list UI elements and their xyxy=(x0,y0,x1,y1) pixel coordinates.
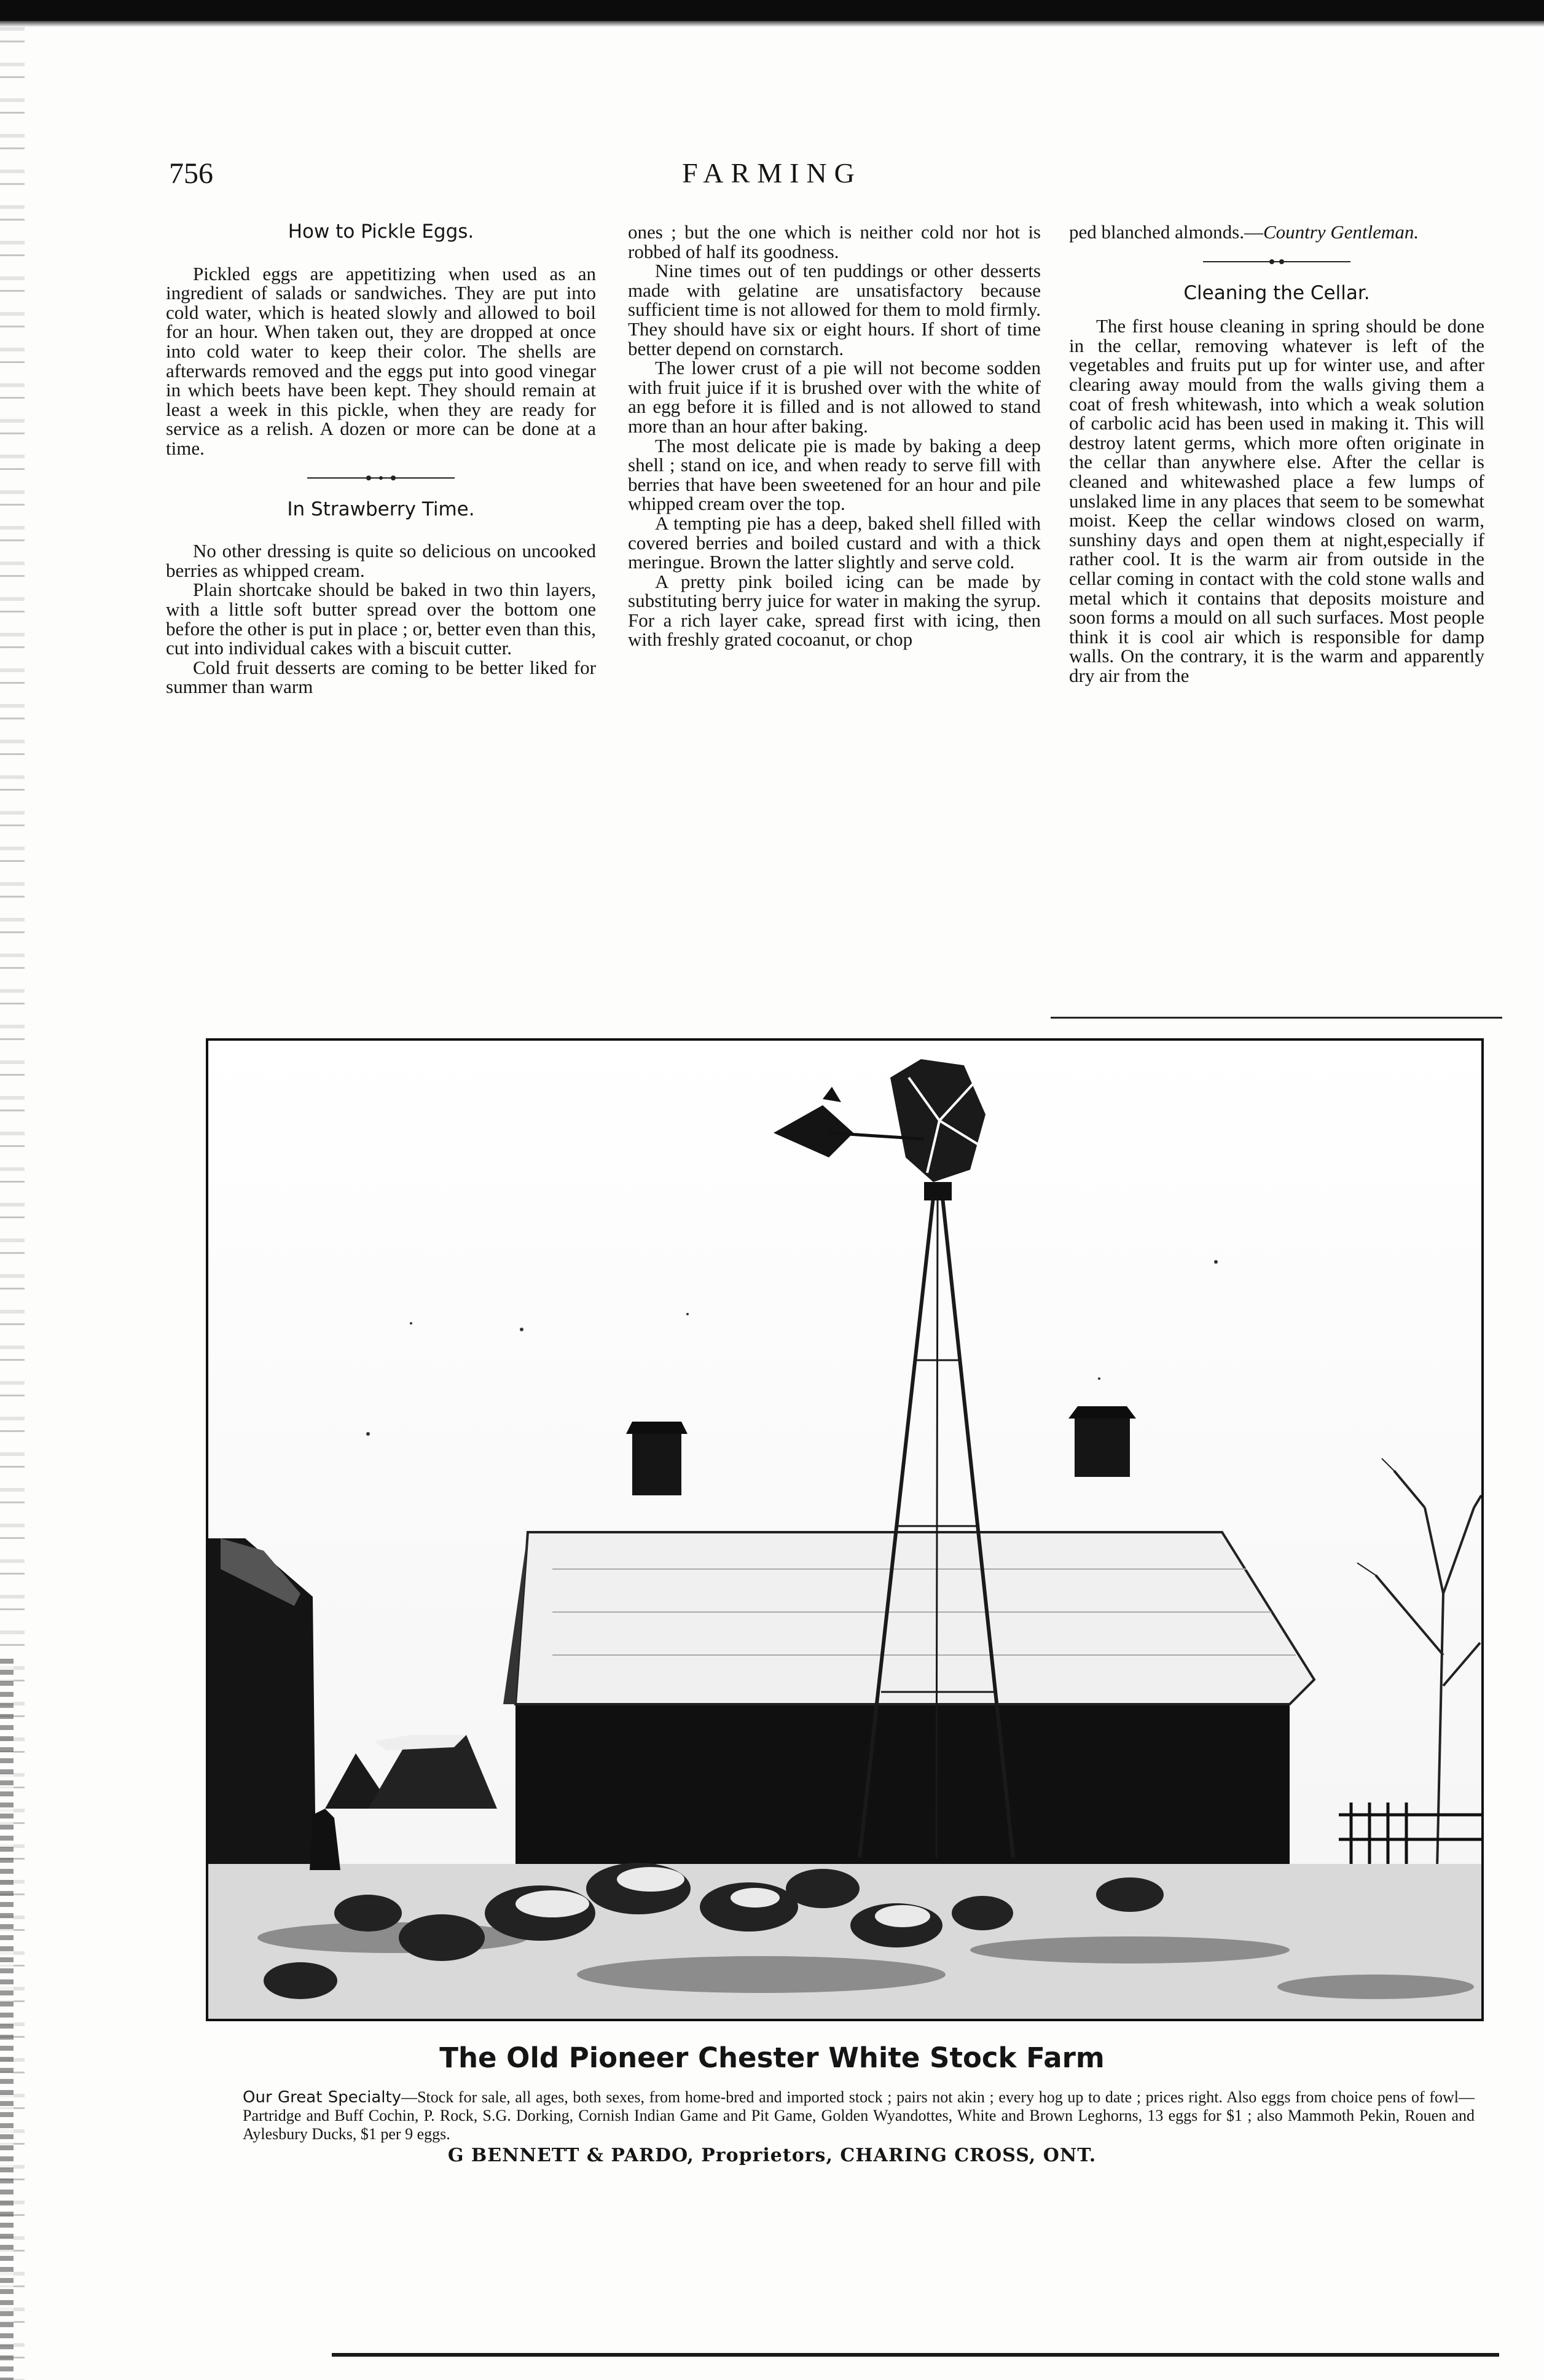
scan-edge-left-dark xyxy=(0,1659,14,2380)
paragraph: The lower crust of a pie will not become sodden with fruit juice if it is brushed over with the white of an egg before it is filled and is not allowed to stand more than an hour after baking. xyxy=(628,357,1041,437)
farm-photograph xyxy=(206,1038,1484,2021)
ornament-divider xyxy=(307,474,455,482)
column-end-rule xyxy=(1051,1017,1502,1019)
advert-lead: Our Great Specialty xyxy=(243,2088,402,2107)
paragraph: The first house cleaning in spring should be done in the cellar, removing whatever is left of the vegetables and fruits put up for winter use, and after clearing away mould from the walls giving them a coat of fresh whitewash, into which a weak solution of carbolic acid has been used in making it. This will destroy latent germs, which more often originate in the cellar than anywhere else. After the cellar is cleaned and whitewashed place a few lumps of unslaked lime in any places that seem to be somewhat moist. Keep the cellar windows closed on warm, sunshiny days and open them at night,especially if rather cool. It is the warm air from outside in the cellar coming in contact with the cold stone walls and metal which it contains that deposits moisture and soon forms a mould on all such surfaces. Most people think it is cool air which is responsible for damp walls. On the contrary, it is the warm and apparently dry air from the xyxy=(1069,315,1484,686)
paragraph: A tempting pie has a deep, baked shell filled with covered berries and boiled custard and with a thick meringue. Brown the latter slightly and serve cold. xyxy=(628,512,1041,573)
advert-title: The Old Pioneer Chester White Stock Farm xyxy=(439,2041,1105,2074)
column-right xyxy=(1069,222,1484,685)
left-barn xyxy=(208,1538,316,1867)
paragraph: ones ; but the one which is neither cold nor hot is robbed of half its goodness. xyxy=(628,221,1041,262)
bottom-border-rule xyxy=(332,2353,1499,2357)
column-middle xyxy=(628,222,1041,649)
ornament-divider xyxy=(1203,258,1350,265)
farm-illustration xyxy=(208,1041,1481,2019)
paragraph-text: ped blanched almonds.— xyxy=(1069,221,1263,243)
heading-pickle-eggs: How to Pickle Eggs. xyxy=(288,221,474,243)
advert-signature: G BENNETT & PARDO, Proprietors, CHARING CROSS, ONT. xyxy=(447,2145,1097,2166)
page-number: 756 xyxy=(169,157,213,190)
paragraph: Pickled eggs are appetitizing when used as an ingredient of salads or sandwiches. They are put into cold water, which is heated slowly and allowed to boil for an hour. When taken out, they are dropped at once into cold water to keep their color. The shells are afterwards removed and the eggs put into good vinegar in which beets have been kept. They should remain at least a week in this pickle, when they are ready for service as a relish. A dozen or more can be done at a time. xyxy=(166,262,596,459)
paragraph: Plain shortcake should be baked in two thin layers, with a little soft butter spread over the bottom one before the other is put in place ; or, better even than this, cut into individual cakes with a biscuit cutter. xyxy=(166,579,596,659)
top-border-rule xyxy=(0,0,1544,21)
paragraph: No other dressing is quite so delicious on uncooked berries as whipped cream. xyxy=(166,540,596,581)
paragraph: The most delicate pie is made by baking a deep shell ; stand on ice, and when ready to serve fill with berries that have been sweetened for an hour and pile whipped cream over the top. xyxy=(628,434,1041,515)
paragraph: Nine times out of ten puddings or other desserts made with gelatine are unsatisfactory because sufficient time is not allowed for them to mold firmly. They should have six or eight hours. If short of time better depend on cornstarch. xyxy=(628,260,1041,359)
top-border-shadow xyxy=(0,21,1544,27)
heading-strawberry-time: In Strawberry Time. xyxy=(287,498,475,520)
paragraph xyxy=(1069,222,1484,242)
heading-cleaning-cellar: Cleaning the Cellar. xyxy=(1183,281,1370,304)
running-title: FARMING xyxy=(682,157,862,189)
advert-text: —Stock for sale, all ages, both sexes, from home-bred and imported stock ; pairs not akin ; every hog up to date ; prices right. Also eggs from choice pens of fowl—Partridge and Buff Cochin, P. Rock, S.G. Dorking, Cornish Indian Game and Pit Game, Golden Wyandottes, White and Brown Leghorns, 13 eggs for $1 ; also Mammoth Pekin, Rouen and Aylesbury Ducks, $1 per 9 eggs. xyxy=(243,2088,1475,2143)
advert-body xyxy=(243,2088,1475,2143)
paragraph: Cold fruit desserts are coming to be better liked for summer than warm xyxy=(166,656,596,698)
column-left xyxy=(166,222,596,697)
paragraph: A pretty pink boiled icing can be made by substituting berry juice for water in making the syrup. For a rich layer cake, spread first with icing, then with freshly grated cocoanut, or chop xyxy=(628,570,1041,651)
credit-line: Country Gentleman. xyxy=(1263,221,1419,243)
